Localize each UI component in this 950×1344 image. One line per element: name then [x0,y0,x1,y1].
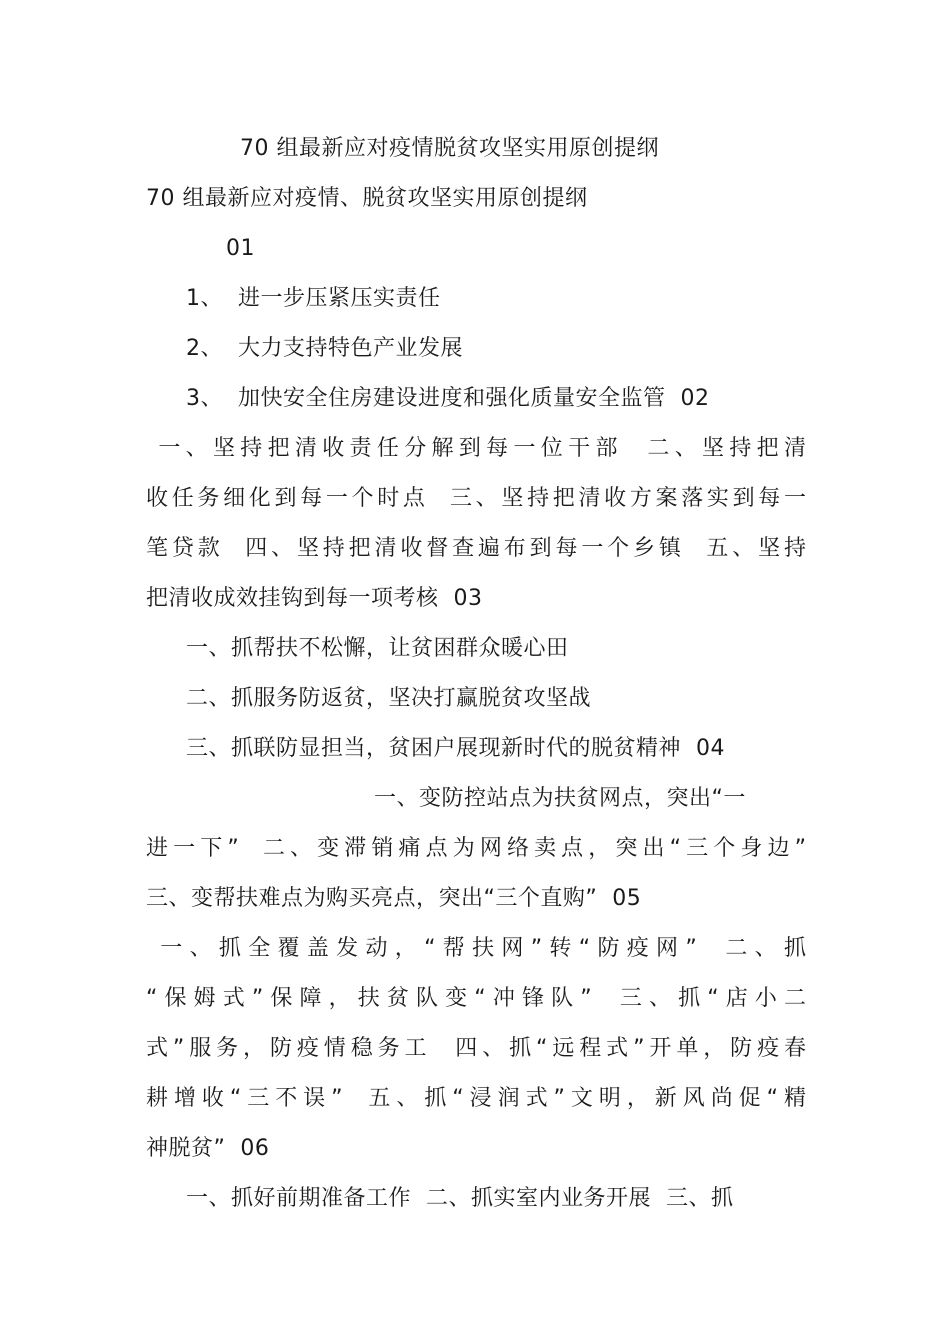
paragraph-line: 笔贷款 四、坚持把清收督查遍布到每一个乡镇 五、坚持 [146,536,806,561]
paragraph-line: “保姆式”保障，扶贫队变“冲锋队” 三、抓“店小二 [146,986,806,1011]
paragraph-line: 进一下” 二、变滞销痛点为网络卖点，突出“三个身边” [146,836,806,861]
paragraph-line: 一、变防控站点为扶贫网点，突出“一 [374,786,746,811]
paragraph-line: 耕增收“三不误” 五、抓“浸润式”文明，新风尚促“精 [146,1086,806,1111]
paragraph-line: 一、抓帮扶不松懈，让贫困群众暖心田 [186,636,569,661]
paragraph-line: 一、坚持把清收责任分解到每一位干部 二、坚持把清 [146,436,806,461]
paragraph-line: 一、抓好前期准备工作 二、抓实室内业务开展 三、抓 [186,1186,734,1211]
document-subtitle: 70 组最新应对疫情、脱贫攻坚实用原创提纲 [146,186,588,211]
paragraph-line: 神脱贫” 06 [146,1136,270,1161]
paragraph-line: 三、抓联防显担当，贫困户展现新时代的脱贫精神 04 [186,736,725,761]
list-item: 2、 大力支持特色产业发展 [186,336,463,361]
paragraph-line: 收任务细化到每一个时点 三、坚持把清收方案落实到每一 [146,486,806,511]
list-item: 3、 加快安全住房建设进度和强化质量安全监管 02 [186,386,710,411]
paragraph-line: 三、变帮扶难点为购买亮点，突出“三个直购” 05 [146,886,642,911]
document-title: 70 组最新应对疫情脱贫攻坚实用原创提纲 [240,136,659,161]
paragraph-line: 一、抓全覆盖发动，“帮扶网”转“防疫网” 二、抓 [146,936,806,961]
list-item: 1、 进一步压紧压实责任 [186,286,441,311]
paragraph-line: 式”服务，防疫情稳务工 四、抓“远程式”开单，防疫春 [146,1036,806,1061]
paragraph-line: 把清收成效挂钩到每一项考核 03 [146,586,483,611]
section-label-01: 01 [226,236,255,261]
paragraph-line: 二、抓服务防返贫，坚决打赢脱贫攻坚战 [186,686,592,711]
